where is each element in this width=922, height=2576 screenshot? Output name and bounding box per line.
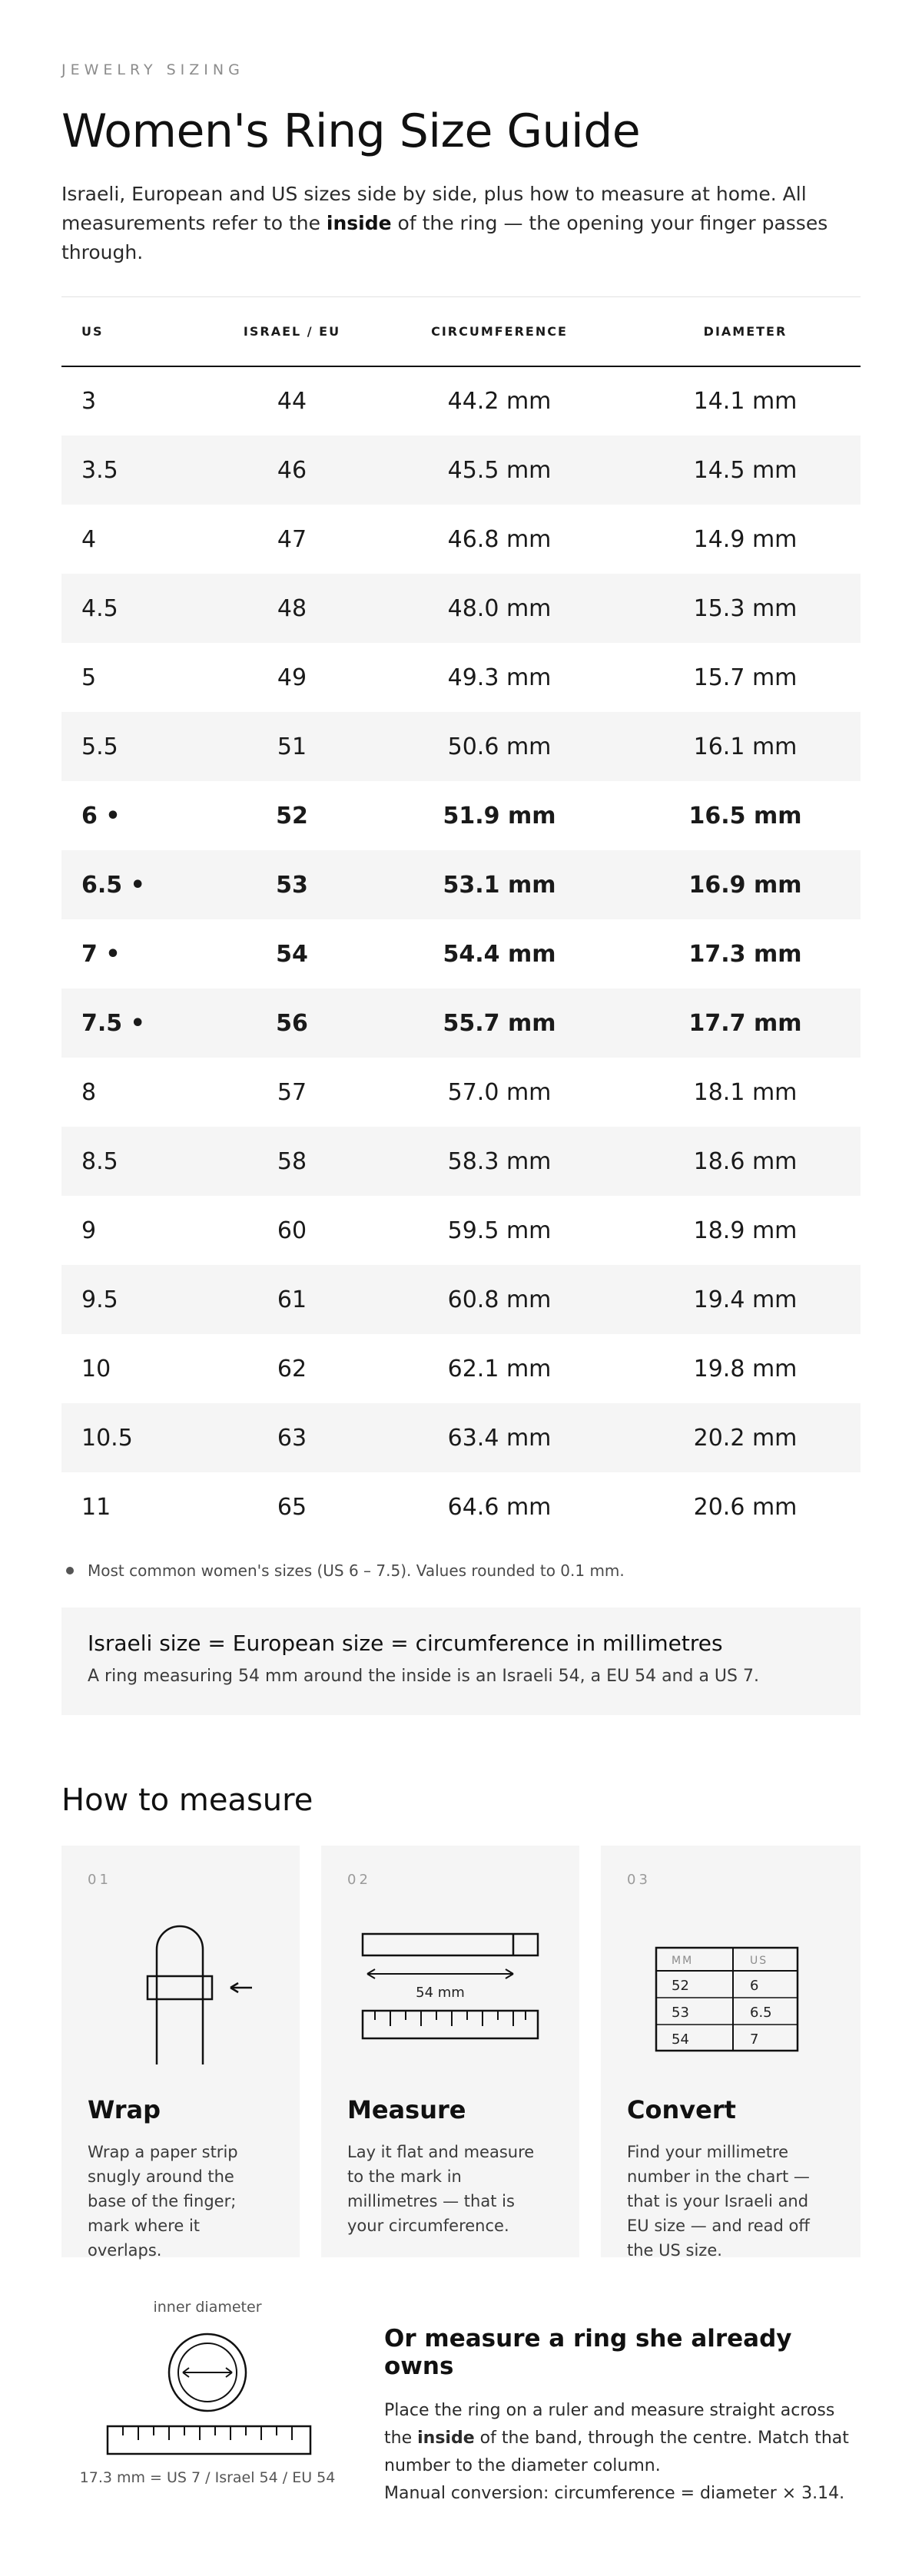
owned-body-bold: inside [417,2429,475,2448]
mini-cell: 52 [672,1978,689,1994]
cell-diameter: 16.1 mm [630,712,861,781]
intro-text [61,180,845,267]
table-row [61,781,861,850]
cell-circumference: 53.1 mm [369,850,630,919]
table-row [61,1058,861,1127]
measure-steps [61,1846,861,2260]
cell-diameter: 15.3 mm [630,574,861,643]
step-card-convert [601,1846,861,2260]
cell-diameter: 14.1 mm [693,388,798,415]
ring-size-example-label: 17.3 mm = US 7 / Israel 54 / EU 54 [79,2469,336,2486]
step-number: 02 [347,1872,371,1888]
cell-circumference: 46.8 mm [447,525,552,553]
col-header-diameter: DIAMETER [630,297,861,366]
callout-body: A ring measuring 54 mm around the inside is an Israeli 54, a EU 54 and a US 7. [88,1667,759,1686]
cell-us: 9 [81,1217,97,1244]
cell-diameter: 14.5 mm [630,435,861,505]
step-body: Wrap a paper strip snugly around the base of the finger; mark where it overlaps. [88,2143,238,2260]
cell-diameter: 17.3 mm [688,940,802,968]
step-heading: Convert [627,2095,736,2124]
cell-diameter: 14.9 mm [693,525,798,553]
section-title-how-to-measure: How to measure [61,1783,313,1818]
inner-diameter-label: inner diameter [153,2299,262,2316]
cell-us: 9.5 [61,1265,215,1334]
cell-us: 4.5 [61,574,215,643]
cell-circumference: 63.4 mm [369,1403,630,1472]
table-row [61,1127,861,1196]
cell-us: 4 [81,525,97,553]
page-title: Women's Ring Size Guide [61,104,641,158]
col-header-circumference: CIRCUMFERENCE [369,297,630,366]
table-row [61,1472,861,1541]
table-footnote [61,1561,861,1580]
col-header-us: US [61,297,215,366]
mini-header-mm: MM [672,1955,694,1967]
cell-circumference: 57.0 mm [447,1078,552,1106]
intro-part-1: Israeli, European and US sizes side by side, plus how to measure at home. All measurements refer to the [61,183,807,234]
cell-us: 11 [81,1493,111,1521]
cell-circumference: 64.6 mm [447,1493,552,1521]
cell-diameter: 20.6 mm [693,1493,798,1521]
cell-diameter: 16.5 mm [688,802,802,829]
cell-israel-eu: 53 [215,850,369,919]
callout-heading: Israeli size = European size = circumference in millimetres [88,1631,723,1656]
table-row [61,643,861,712]
cell-us: 8 [81,1078,97,1106]
cell-israel-eu: 57 [277,1078,307,1106]
mini-cell: 6.5 [750,2005,772,2021]
cell-us: 5.5 [61,712,215,781]
size-table [61,297,861,1541]
cell-israel-eu: 58 [215,1127,369,1196]
cell-diameter: 18.6 mm [630,1127,861,1196]
table-row [61,1265,861,1334]
step-card-measure [321,1846,579,2257]
cell-us: 10 [81,1355,111,1382]
eyebrow: JEWELRY SIZING [61,61,244,78]
mini-table-icon [627,1903,834,2072]
cell-us: 6 • [81,802,121,829]
cell-circumference: 58.3 mm [369,1127,630,1196]
step-body: Lay it flat and measure to the mark in millimetres — that is your circumference. [347,2143,535,2235]
cell-us: 7 • [81,940,121,968]
bullet-icon [66,1567,74,1574]
table-row [61,850,861,919]
cell-diameter: 20.2 mm [630,1403,861,1472]
cell-diameter: 18.9 mm [693,1217,798,1244]
mini-header-us: US [750,1955,768,1967]
table-row [61,1196,861,1265]
intro-bold: inside [326,212,392,234]
ring-ruler-icon [61,2319,353,2465]
cell-circumference: 51.9 mm [443,802,556,829]
cell-circumference: 54.4 mm [443,940,556,968]
mini-cell: 7 [750,2031,759,2048]
cell-us: 10.5 [61,1403,215,1472]
cell-israel-eu: 63 [215,1403,369,1472]
finger-wrap-icon [88,1903,274,2072]
cell-israel-eu: 47 [277,525,307,553]
owned-ring-text [384,2299,861,2508]
cell-us: 7.5 • [61,988,215,1058]
footnote-text: Most common women's sizes (US 6 – 7.5). Values rounded to 0.1 mm. [88,1561,625,1580]
step-heading: Wrap [88,2095,161,2124]
cell-diameter: 16.9 mm [630,850,861,919]
table-row [61,1403,861,1472]
table-row [61,712,861,781]
col-header-israel-eu: ISRAEL / EU [215,297,369,366]
table-row [61,366,861,435]
cell-circumference: 55.7 mm [369,988,630,1058]
cell-israel-eu: 51 [215,712,369,781]
step-heading: Measure [347,2095,466,2124]
cell-circumference: 60.8 mm [369,1265,630,1334]
cell-circumference: 45.5 mm [369,435,630,505]
cell-us: 3.5 [61,435,215,505]
owned-body-formula: Manual conversion: circumference = diameter × 3.14. [384,2484,845,2503]
table-row [61,505,861,574]
step-body: Find your millimetre number in the chart — that is your Israeli and EU size — and read off the US size. [627,2143,810,2260]
dimension-label: 54 mm [416,1985,465,2001]
size-table-body [61,366,861,1541]
cell-us: 5 [81,664,97,691]
cell-circumference: 44.2 mm [447,388,552,415]
cell-circumference: 62.1 mm [447,1355,552,1382]
cell-israel-eu: 52 [276,802,308,829]
cell-diameter: 18.1 mm [693,1078,798,1106]
table-row [61,919,861,988]
cell-us: 8.5 [61,1127,215,1196]
cell-israel-eu: 54 [276,940,308,968]
table-header-row [61,297,861,366]
intro-part-2: of the ring — the opening your finger passes through. [61,212,828,263]
cell-circumference: 59.5 mm [447,1217,552,1244]
cell-israel-eu: 60 [277,1217,307,1244]
table-row [61,1334,861,1403]
cell-israel-eu: 46 [215,435,369,505]
cell-israel-eu: 49 [277,664,307,691]
cell-diameter: 15.7 mm [693,664,798,691]
cell-us: 3 [81,388,97,415]
cell-diameter: 17.7 mm [630,988,861,1058]
table-row [61,435,861,505]
cell-circumference: 48.0 mm [369,574,630,643]
ring-on-ruler-illustration [61,2299,369,2498]
step-number: 01 [88,1872,111,1888]
table-row [61,574,861,643]
table-row [61,988,861,1058]
cell-israel-eu: 56 [215,988,369,1058]
cell-diameter: 19.8 mm [693,1355,798,1382]
cell-israel-eu: 61 [215,1265,369,1334]
cell-diameter: 19.4 mm [630,1265,861,1334]
cell-circumference: 50.6 mm [369,712,630,781]
step-card-wrap [61,1846,300,2260]
owned-body-part-1: Place the ring on a ruler and measure straight across the [384,2401,835,2448]
cell-israel-eu: 44 [277,388,307,415]
cell-israel-eu: 48 [215,574,369,643]
owned-ring-heading: Or measure a ring she already owns [384,2325,792,2380]
owned-ring-body [384,2397,861,2508]
mini-cell: 53 [672,2005,689,2021]
owned-body-part-2: of the band, through the centre. Match that number to the diameter column. [384,2429,849,2475]
mini-cell: 54 [672,2031,689,2048]
mini-cell: 6 [750,1978,759,1994]
cell-israel-eu: 65 [277,1493,307,1521]
ruler-strip-icon [347,1903,553,2072]
cell-circumference: 49.3 mm [447,664,552,691]
cell-us: 6.5 • [61,850,215,919]
cell-israel-eu: 62 [277,1355,307,1382]
measure-owned-ring [61,2299,861,2508]
conversion-callout [61,1608,861,1715]
step-number: 03 [627,1872,651,1888]
